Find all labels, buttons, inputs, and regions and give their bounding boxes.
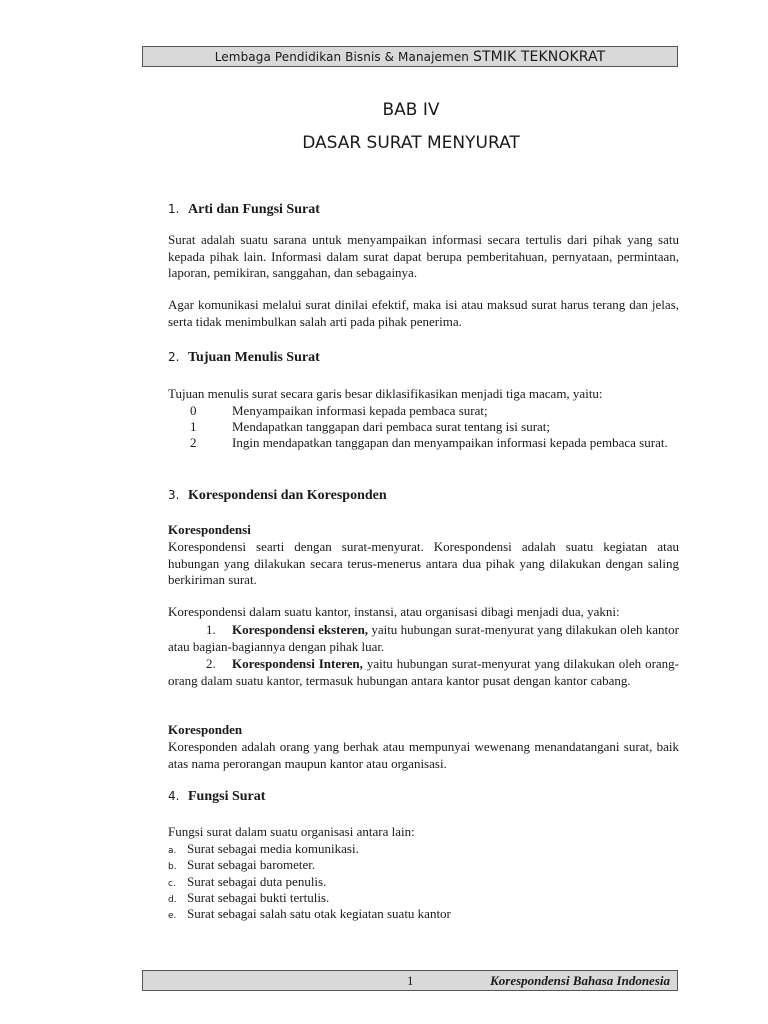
section-4-title: Fungsi Surat	[188, 789, 266, 804]
list-marker: 1	[190, 419, 197, 434]
section-3-item	[168, 622, 679, 655]
footer-document-title: Korespondensi Bahasa Indonesia	[490, 973, 670, 988]
list-marker: b.	[168, 862, 177, 872]
subsection-koresponden-paragraph: Koresponden adalah orang yang berhak atau mempunyai wewenang menandatangani surat, baik atas nama perorangan maupun kantor atau organisasi.	[168, 739, 679, 771]
section-1-heading	[168, 201, 679, 218]
section-4-item	[168, 857, 315, 876]
subsection-korespondensi-paragraph-1: Korespondensi searti dengan surat-menyurat. Korespondensi adalah suatu kegiatan atau hubungan yang dilakukan secara terus-menerus antara dua pihak yang dilakukan dengan saling berkiriman surat.	[168, 539, 679, 587]
section-2-item	[190, 403, 679, 420]
section-1-paragraph-2: Agar komunikasi melalui surat dinilai efektif, maka isi atau maksud surat harus terang dan jelas, serta tidak menimbulkan salah arti pada pihak penerima.	[168, 297, 679, 329]
section-3-title: Korespondensi dan Koresponden	[188, 488, 387, 503]
list-marker: c.	[168, 879, 176, 889]
list-marker: d.	[168, 895, 177, 905]
section-3-item	[168, 656, 679, 689]
list-term: Korespondensi Interen,	[232, 656, 363, 671]
list-text: Mendapatkan tanggapan dari pembaca surat tentang isi surat;	[232, 419, 551, 434]
section-2-intro: Tujuan menulis surat secara garis besar diklasifikasikan menjadi tiga macam, yaitu:	[168, 386, 603, 401]
list-text: Surat sebagai barometer.	[187, 857, 316, 872]
list-marker: a.	[168, 846, 177, 856]
list-text: Ingin mendapatkan tanggapan dan menyampaikan informasi kepada pembaca surat.	[232, 435, 668, 450]
list-text: Surat sebagai salah satu otak kegiatan suatu kantor	[187, 906, 451, 921]
list-marker: 2.	[206, 656, 216, 671]
page-footer	[142, 970, 678, 991]
section-2-number: 2.	[168, 350, 180, 364]
list-marker: 0	[190, 403, 197, 418]
section-3-number: 3.	[168, 488, 180, 502]
chapter-title: BAB IV	[382, 100, 440, 120]
chapter-subject: DASAR SURAT MENYURAT	[302, 133, 520, 153]
subsection-korespondensi-title: Korespondensi	[168, 522, 251, 537]
page-number: 1	[407, 973, 414, 988]
list-text: Menyampaikan informasi kepada pembaca surat;	[232, 403, 488, 418]
section-4-item	[168, 906, 451, 925]
section-2-heading	[168, 349, 679, 366]
section-2-title: Tujuan Menulis Surat	[188, 350, 320, 365]
list-text: Surat sebagai bukti tertulis.	[187, 890, 330, 905]
list-marker: 1.	[206, 622, 216, 637]
section-4-intro: Fungsi surat dalam suatu organisasi antara lain:	[168, 824, 415, 839]
list-text: yaitu hubungan surat-menyurat yang dilakukan oleh kantor atau bagian-bagiannya dengan pihak luar.	[168, 622, 679, 654]
section-1-number: 1.	[168, 202, 180, 216]
list-text: Surat sebagai media komunikasi.	[187, 841, 359, 856]
section-4-heading	[168, 788, 679, 805]
subsection-korespondensi-paragraph-2: Korespondensi dalam suatu kantor, instansi, atau organisasi dibagi menjadi dua, yakni:	[168, 604, 620, 619]
section-2-item	[190, 419, 679, 436]
section-4-number: 4.	[168, 789, 180, 803]
list-text: yaitu hubungan surat-menyurat yang dilakukan oleh orang-orang dalam suatu kantor, termasuk hubungan antara kantor pusat dengan kantor cabang.	[168, 656, 679, 688]
page-header	[142, 46, 678, 67]
section-1-title: Arti dan Fungsi Surat	[188, 202, 320, 217]
list-term: Korespondensi eksteren,	[232, 622, 369, 637]
list-text: Surat sebagai duta penulis.	[187, 874, 327, 889]
header-organization: STMIK TEKNOKRAT	[473, 48, 606, 65]
list-marker: 2	[190, 435, 197, 450]
header-institution: Lembaga Pendidikan Bisnis & Manajemen	[214, 49, 470, 64]
section-2-item	[190, 435, 679, 452]
section-3-heading	[168, 487, 679, 504]
subsection-koresponden-title: Koresponden	[168, 722, 243, 737]
section-1-paragraph-1: Surat adalah suatu sarana untuk menyampaikan informasi secara tertulis dari pihak yang satu kepada pihak lain. Informasi dalam surat dapat berupa pemberitahuan, pernyataan, permintaan, laporan, pemikiran, sanggahan, dan sebagainya.	[168, 232, 679, 280]
list-marker: e.	[168, 911, 177, 921]
